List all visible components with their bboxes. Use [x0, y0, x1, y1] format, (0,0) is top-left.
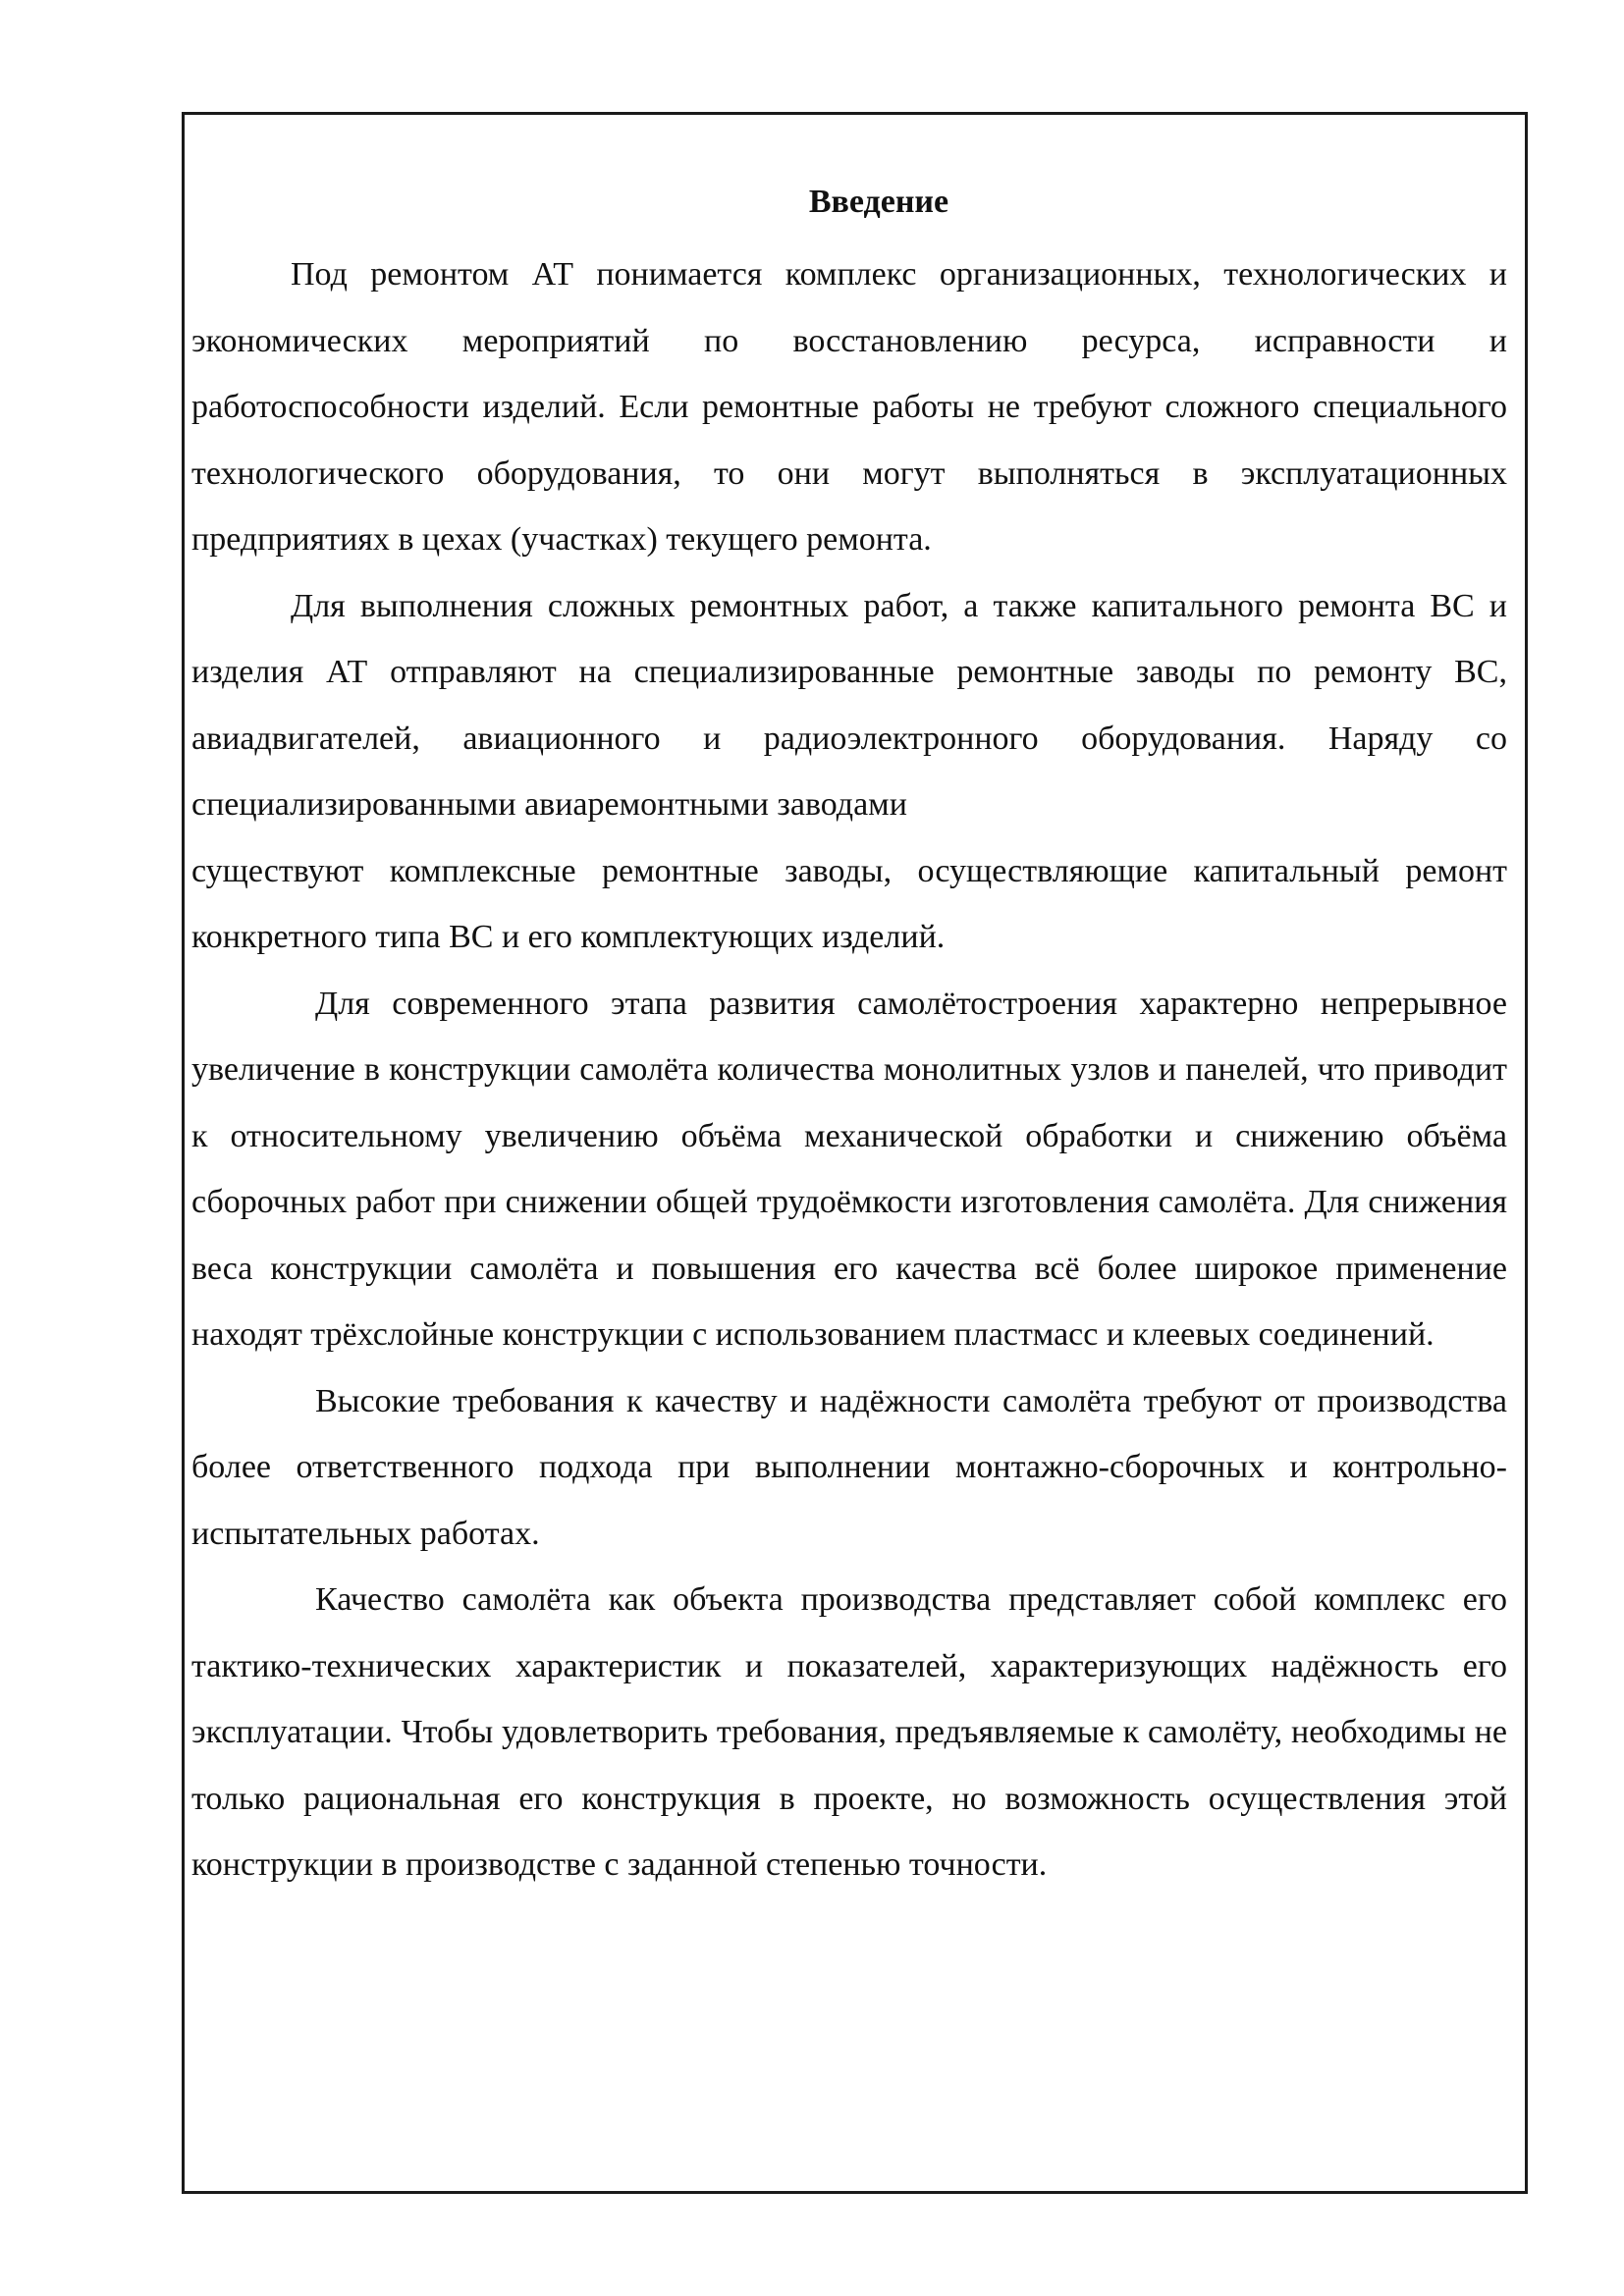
paragraph-4: Для современного этапа развития самолётостроения характерно непрерывное увеличение в конструкции самолёта количества монолитных узлов и панелей, что приводит к относительному увеличению объёма механической обработки и снижению объёма сборочных работ при снижении общей трудоёмкости изготовления самолёта. Для снижения веса конструкции самолёта и повышения его качества всё более широкое применение находят трёхслойные конструкции с использованием пластмасс и клеевых соединений. — [191, 985, 1507, 1353]
paragraph-5: Высокие требования к качеству и надёжности самолёта требуют от производства более ответственного подхода при выполнении монтажно-сборочных и контрольно-испытательных работах. — [191, 1382, 1507, 1552]
document-body — [191, 173, 1507, 1898]
paragraph-2: Для выполнения сложных ремонтных работ, а также капитального ремонта ВС и изделия АТ отправляют на специализированные ремонтные заводы по ремонту ВС, авиадвигателей, авиационного и радиоэлектронного оборудования. Наряду со специализированными авиаремонтными заводами — [191, 587, 1507, 823]
document-title: Введение — [808, 184, 949, 220]
paragraph-6: Качество самолёта как объекта производства представляет собой комплекс его тактико-технических характеристик и показателей, характеризующих надёжность его эксплуатации. Чтобы удовлетворить требования, предъявляемые к самолёту, необходимы не только рациональная его конструкция в проекте, но возможность осуществления этой конструкции в производстве с заданной степенью точности. — [191, 1581, 1507, 1883]
paragraph-3: существуют комплексные ремонтные заводы, осуществляющие капитальный ремонт конкретного типа ВС и его комплектующих изделий. — [191, 852, 1507, 955]
paragraph-1: Под ремонтом АТ понимается комплекс организационных, технологических и экономических мероприятий по восстановлению ресурса, исправности и работоспособности изделий. Если ремонтные работы не требуют сложного специального технологического оборудования, то они могут выполняться в эксплуатационных предприятиях в цехах (участках) текущего ремонта. — [191, 256, 1507, 558]
